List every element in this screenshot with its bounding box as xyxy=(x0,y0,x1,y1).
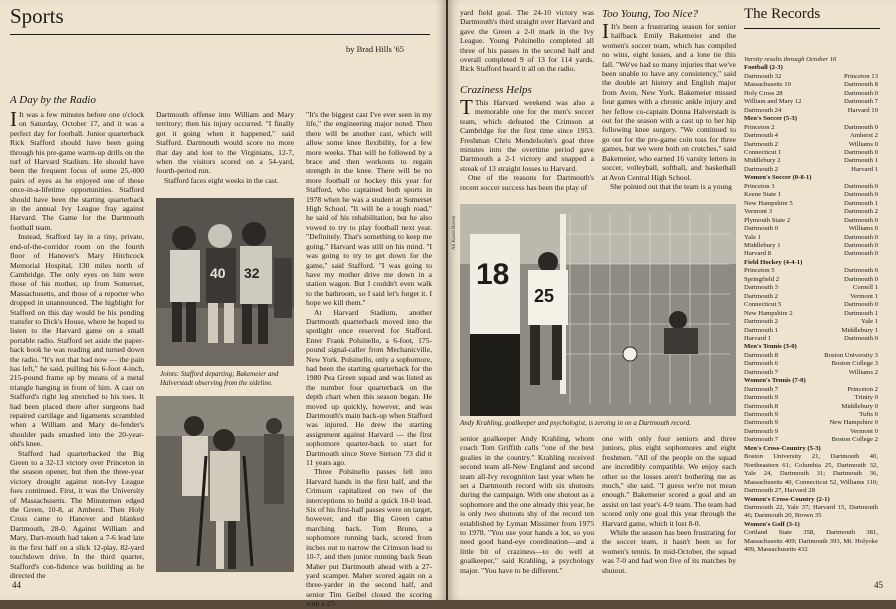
record-row xyxy=(744,419,878,427)
record-row xyxy=(744,234,878,242)
paragraph: While the season has been frustrating for the soccer team, it hasn't been so for women's tennis. In mid-October, the squad was 7-0 and had won five of its matches by shutout. xyxy=(602,528,736,575)
bottom-column-1 xyxy=(460,434,594,580)
jersey-number-left: 18 xyxy=(476,258,510,291)
record-row xyxy=(744,200,878,208)
record-row xyxy=(744,267,878,275)
photo-football-players xyxy=(156,198,294,366)
record-row xyxy=(744,428,878,436)
svg-text:32: 32 xyxy=(244,265,260,281)
record-team-a: Middlebury 1 xyxy=(744,241,781,249)
record-team-b: Dartmouth 0 xyxy=(844,182,878,190)
paragraph: Instead, Stafford lay in a tiny, private, end-of-the-corridor room on the fourth floor of Hanover's Mary Hitchcock Memorial Hospital, 130 miles north of Cambridge. The only eyes on him were those of his mother, up from Somerset, Massachusetts, and those of a reporter who dropped in unannounced. The highlight for Stafford on this day would be his pending transfer to Dick's House, where he hoped to listen to the Harvard game on a small portable radio. Stafford set aside the paper-back book he was reading and turned down the radio. "It's not that bad now — the pain has left," he said, pulling his 6-foot 4-inch, 215-pound frame up by means of a metal triangle hanging in front of him. A cast on Stafford's right leg stretched to his toes. It had been placed there after surgeons had repaired cartilage and ligaments scrambled when a William and Mary de-fender's shoulder pads smashed into the 20-year-old's knee. xyxy=(10,232,144,449)
record-team-b: Princeton 13 xyxy=(844,72,878,80)
record-team-a: Princeton 5 xyxy=(744,267,775,275)
soccer-photo-caption: Andy Krahling, goalkeeper and psychologist, is zeroing in on a Dartmouth record. xyxy=(460,419,691,427)
photo-caption: Joints: Stafford departing; Bakemeier and Halverstadt observing from the sideline. xyxy=(160,370,279,387)
paragraph: Stafford faces eight weeks in the cast. xyxy=(164,175,279,185)
section-title: Sports xyxy=(10,4,64,28)
craziness-title: Craziness Helps xyxy=(460,84,532,96)
record-team-b: Williams 2 xyxy=(848,368,878,376)
records-category: Field Hockey (4-4-1) xyxy=(744,258,803,266)
record-team-b: Dartmouth 0 xyxy=(844,123,878,131)
record-team-a: William and Mary 12 xyxy=(744,98,802,106)
header-rule xyxy=(10,34,430,35)
column-1-top xyxy=(460,8,594,74)
column-1 xyxy=(10,107,144,582)
record-row xyxy=(744,369,878,377)
paragraph: At Harvard Stadium, another Dartmouth quarterback moved into the spotlight once reserved for Stafford. Enter Frank Polsinello, a 6-foot, 175-pound signal-caller from Mechanicville, New York. Polsinello, only a sophomore, had been the starting quarterback for the 1980 Pea Green squad and was listed as the number four quarterback on the depth chart when this season began. He moved up quickly, however, and was Dartmouth's main back-up when Stafford was injured. He drew the starting assignment against Harvard — the first sophomore quarter-back to start for Dartmouth since Steve Stetson '73 did it 11 years ago. xyxy=(306,307,432,468)
record-row xyxy=(744,149,878,157)
record-row xyxy=(744,183,878,191)
drop-cap: T xyxy=(460,95,473,119)
record-row xyxy=(744,191,878,199)
record-row xyxy=(744,107,878,115)
record-row xyxy=(744,217,878,225)
record-row xyxy=(744,225,878,233)
record-row xyxy=(744,208,878,216)
record-team-a: Middlebury 2 xyxy=(744,157,781,165)
record-team-a: Dartmouth 1 xyxy=(744,326,778,334)
record-team-a: Harvard 1 xyxy=(744,334,771,342)
record-team-a: Harvard 8 xyxy=(744,250,771,258)
paragraph: She pointed out that the team is a young xyxy=(610,181,732,191)
record-row xyxy=(744,90,878,98)
bottom-column-2 xyxy=(602,434,736,580)
record-team-a: Dartmouth 9 xyxy=(744,427,778,435)
column-2-text xyxy=(156,110,294,190)
record-row xyxy=(744,335,878,343)
craziness-text xyxy=(460,95,594,200)
record-team-a: Dartmouth 32 xyxy=(744,72,782,80)
record-team-b: Dartmouth 0 xyxy=(844,241,878,249)
records-note: Varsity results through October 16 xyxy=(744,56,837,63)
record-team-a: Dartmouth 2 xyxy=(744,165,778,173)
record-team-b: Dartmouth 0 xyxy=(844,89,878,97)
record-row xyxy=(744,73,878,81)
records-category: Football (2-3) xyxy=(744,64,783,72)
records-category: Women's Soccer (0-8-1) xyxy=(744,174,812,182)
record-team-b: Dartmouth 0 xyxy=(844,275,878,283)
record-row xyxy=(744,250,878,258)
record-row xyxy=(744,276,878,284)
record-results-text: Boston University 21, Dartmouth 40, Northeastern 61; Columbia 25, Dartmouth 32, Yale 24, Dartmouth 31; Dartmouth 36, Massachusetts 40, Connecticut 52, Williams 110; Dartmouth 27, Harvard 28 xyxy=(744,453,878,495)
paragraph: Stafford had quarterbacked the Big Green to a 32-13 victory over Princeton in the season opener, but then the three-year victory drought against non-Ivy League foes continued. First, it was the University of Massachusetts. The Minutemen edged the Green, 10-8, at Amherst. Then Holy Cross came to Hanover and blanked Dartmouth, 28-0. Against William and Mary, Dart-mouth had taken a 7-6 lead late in the first half on a slick 12-play, 82-yard touchdown drive. In the third quarter, Stafford's con-fidence was building as he directed the xyxy=(10,448,144,580)
record-row xyxy=(744,132,878,140)
records-category: Men's Tennis (3-0) xyxy=(744,343,797,351)
paragraph: yard field goal. The 24-10 victory was Dartmouth's third straight over Harvard and gave the Green a 2-0 mark in the Ivy League. Young Polsinello completed all three of his passes in the second half and overall completed 9 of 13 for 114 yards. Rick Stafford heard it all on the radio. xyxy=(460,8,594,74)
record-team-b: Vermont 1 xyxy=(849,292,878,300)
record-team-b: Princeton 2 xyxy=(847,385,878,393)
photo-credit: Ali Karen Boven xyxy=(452,215,457,250)
record-team-a: Dartmouth 7 xyxy=(744,385,778,393)
right-page xyxy=(448,0,896,600)
record-team-b: Yale 1 xyxy=(861,318,878,326)
records-table xyxy=(744,56,878,555)
record-team-a: Dartmouth 9 xyxy=(744,411,778,419)
photo-soccer-goalkeeper xyxy=(460,204,736,416)
record-team-b: Middlebury 0 xyxy=(841,402,878,410)
drop-cap: I xyxy=(602,19,609,43)
sideline-photo-illustration xyxy=(156,396,294,572)
records-category: Women's Golf (3-1) xyxy=(744,520,800,528)
record-team-b: Vermont 0 xyxy=(849,427,878,435)
record-row xyxy=(744,166,878,174)
record-team-b: Dartmouth 0 xyxy=(844,233,878,241)
record-team-a: Dartmouth 7 xyxy=(744,436,778,444)
record-team-a: Princeton 3 xyxy=(744,182,775,190)
record-row xyxy=(744,386,878,394)
too-young-text xyxy=(602,19,736,200)
record-row xyxy=(744,141,878,149)
record-results-text: Dartmouth 22, Yale 37; Harvard 15, Dartmouth 46; Dartmouth 20, Brown 35 xyxy=(744,504,878,520)
record-team-a: Yale 1 xyxy=(744,233,761,241)
record-team-b: Dartmouth 8 xyxy=(844,81,878,89)
record-row xyxy=(744,318,878,326)
record-row xyxy=(744,352,878,360)
record-team-a: Dartmouth 24 xyxy=(744,106,782,114)
record-team-a: Vermont 3 xyxy=(744,208,773,216)
record-results-text: Cortland State 358, Dartmouth 381, Massachusetts 409; Dartmouth 393, Mt. Holyoke 409, Massachusetts 432 xyxy=(744,529,878,554)
paragraph: I It's been a frustrating season for senior halfback Emily Bakemeier and the women's soccer team, which has compiled no wins, eight losses, and a lone tie this fall. "We've had so many injuries that we've been unable to have any consistency," said the double art history and English major from Avon, New York. Bakemeier missed four games with a chronic ankle injury and her fellow co-captain Donna Halverstadt is out for the season with a cast up to her hip following knee surgery. "We continued to go out for the pre-game coin toss for three games, but we were both on crutches," said Bakemeier, who earned 16 varsity letters in soccer, volleyball, softball, and basketball at Avon Central High School. xyxy=(602,19,736,182)
records-category: Women's Cross-Country (2-1) xyxy=(744,495,830,503)
record-row xyxy=(744,98,878,106)
record-team-a: Dartmouth 2 xyxy=(744,318,778,326)
page-number: 45 xyxy=(874,580,883,590)
record-team-a: New Hampshire 2 xyxy=(744,309,793,317)
record-team-b: Cornell 1 xyxy=(852,284,878,292)
record-row xyxy=(744,327,878,335)
record-team-b: Dartmouth 0 xyxy=(844,334,878,342)
paragraph: "It's the biggest cast I've ever seen in my life," the engineering major noted. Then there will be another cast, which will allow some knee flexibility, for a few more weeks. That will be followed by a brace and then workouts to regain strength in the knee. There will be no more football or hockey this year for Stafford, who captained both sports in 1978 when he was a student at Somerset High School. "It will be a tough road," he said of his rehabilitation, but he also vowed to try to play football next year. "Definitely. That's something to keep me going." Harvard was still on his mind. "I was going to try to get down for the game," said Stafford. "I was going to have my mother drive me down in a station wagon. But I couldn't even walk to the bathroom, so I said let's forget it. I hope we kill them." xyxy=(306,110,432,308)
paragraph: I It was a few minutes before one o'clock on Saturday, October 17, and it was a perfect day for football. Junior quarterback Rick Stafford should have been going through his pre-game warm-up drills on the turf of Harvard Stadium. He should have been the frequent focus of some 25,-000 pairs of eyes as he enjoyed one of those once-in-a-lifetime opportunities. Stafford should have been the starting quarterback in the annual Ivy League fray against Harvard. The Game for the Dartmouth football team. xyxy=(10,107,144,232)
too-young-title: Too Young, Too Nice? xyxy=(602,8,698,20)
record-row xyxy=(744,293,878,301)
paragraph: Dartmouth offense into William and Mary territory; then his injury occurred. "I finally got it going when it happened," said Stafford. Dartmouth would score no more that day and lost to the Virginians, 12-7, when the visitors scored on a 54-yard, fourth-period run. xyxy=(156,110,294,176)
record-team-b: Harvard 1 xyxy=(851,165,878,173)
football-photo-illustration xyxy=(156,198,294,366)
record-team-b: Williams 0 xyxy=(848,225,878,233)
record-team-b: Dartmouth 0 xyxy=(844,148,878,156)
record-team-a: Dartmouth 0 xyxy=(744,225,778,233)
record-team-b: Amherst 2 xyxy=(849,132,878,140)
record-row xyxy=(744,242,878,250)
record-team-b: Middlebury 1 xyxy=(841,326,878,334)
record-row xyxy=(744,411,878,419)
record-row xyxy=(744,360,878,368)
record-team-b: Trinity 0 xyxy=(854,394,878,402)
record-team-b: Tufts 0 xyxy=(859,411,878,419)
record-team-a: Springfield 2 xyxy=(744,275,780,283)
record-team-a: Dartmouth 8 xyxy=(744,351,778,359)
paragraph: Three Polsinello passes fell into Harvard hands in the first half, and the Crimson capitalized on two of the interceptions to build a quick 10-0 lead. Six of his first-half passes were on target, however, and the Big Green came marching back. Tom Bruno, a sophomore running back, scored from inches out to narrow the Crimson lead to 10-7, and then junior running back Sean Maher put Dartmouth ahead with a 27-yard scamper. Maher scored again on a three-yarder in the second half, and senior Tim Geibel closed the scoring with a 27- xyxy=(306,467,432,609)
article-title: A Day by the Radio xyxy=(10,94,96,106)
record-row xyxy=(744,394,878,402)
record-team-b: Dartmouth 1 xyxy=(844,157,878,165)
record-team-a: Dartmouth 9 xyxy=(744,419,778,427)
record-team-b: Dartmouth 0 xyxy=(844,250,878,258)
jersey-number-right: 25 xyxy=(534,286,555,306)
record-team-a: Princeton 2 xyxy=(744,123,775,131)
records-category: Women's Tennis (7-0) xyxy=(744,377,806,385)
photo-sideline-crutches xyxy=(156,396,294,572)
record-team-a: Plymouth State 2 xyxy=(744,216,791,224)
left-page xyxy=(0,0,446,609)
record-team-a: Keene State 1 xyxy=(744,191,782,199)
column-3 xyxy=(306,110,432,609)
record-team-a: Dartmouth 2 xyxy=(744,140,778,148)
record-row xyxy=(744,124,878,132)
record-team-a: Dartmouth 8 xyxy=(744,402,778,410)
page-number: 44 xyxy=(12,580,21,590)
record-team-b: New Hampshire 0 xyxy=(829,419,878,427)
record-team-b: Dartmouth 2 xyxy=(844,208,878,216)
record-row xyxy=(744,284,878,292)
record-team-a: New Hampshire 5 xyxy=(744,199,793,207)
soccer-photo-illustration xyxy=(460,204,736,416)
record-team-a: Dartmouth 7 xyxy=(744,368,778,376)
record-row xyxy=(744,301,878,309)
record-team-a: Dartmouth 9 xyxy=(744,394,778,402)
record-team-b: Dartmouth 0 xyxy=(844,301,878,309)
svg-text:40: 40 xyxy=(210,265,226,281)
record-team-b: Harvard 10 xyxy=(847,106,878,114)
record-row xyxy=(744,436,878,444)
record-team-b: Dartmouth 7 xyxy=(844,98,878,106)
record-team-b: Dartmouth 1 xyxy=(844,199,878,207)
record-row xyxy=(744,157,878,165)
record-team-a: Holy Cross 28 xyxy=(744,89,783,97)
record-team-a: Connecticut 1 xyxy=(744,148,782,156)
records-rule xyxy=(744,28,880,29)
record-team-b: Dartmouth 0 xyxy=(844,216,878,224)
paragraph: one with only four seniors and three juniors, plus eight sophomores and eight freshmen. "All of the people on the squad are incredibly compatible. We enjoy each other so the losses aren't bothering me as much," she said. "I guess we're not mean enough." Bakemeier scored a goal and an assist on last year's 4-9 team. The team had scored only one goal this year through the Harvard game, which it lost 8-0. xyxy=(602,434,736,528)
record-team-a: Dartmouth 4 xyxy=(744,132,778,140)
record-team-b: Boston College 2 xyxy=(831,436,878,444)
record-team-b: Dartmouth 1 xyxy=(844,309,878,317)
record-row xyxy=(744,310,878,318)
record-row xyxy=(744,81,878,89)
records-title: The Records xyxy=(744,6,821,22)
records-category: Men's Soccer (5-3) xyxy=(744,115,797,123)
record-team-a: Connecticut 5 xyxy=(744,301,782,309)
record-team-b: Williams 0 xyxy=(848,140,878,148)
record-team-b: Boston University 3 xyxy=(824,351,878,359)
paragraph: senior goalkeeper Andy Krahling, whom coach Tom Griffith calls "one of the best goalies in the country." Krahling received second team all-New England and second team all-Ivy recognition last year when he set a Dartmouth record with six shutouts during the campaign. With one shutout as a sophomore and the one already this year, he is only two shutouts shy of the record ten established by Lyman Missimer from 1975 to 1978. "You use your hands a lot, so you need good hand-eye coordination—and a little bit of craziness—to do well at goalkeeper," said Krahling, a psychology major. "You have to be different." xyxy=(460,434,594,575)
records-category: Men's Cross-Country (5-3) xyxy=(744,444,821,452)
paragraph: T This Harvard weekend was also a memorable one for the men's soccer team, which defeated the Crimson at Cambridge for the first time since 1953. Freshman Chris Mendelsohn's goal three minutes into the overtime period gave Dartmouth a 2-1 victory and snapped a streak of 13 straight losses to Harvard. xyxy=(460,95,594,173)
record-team-a: Dartmouth 6 xyxy=(744,360,778,368)
record-team-a: Dartmouth 2 xyxy=(744,292,778,300)
record-team-b: Dartmouth 0 xyxy=(844,267,878,275)
record-team-a: Massachusetts 10 xyxy=(744,81,791,89)
record-row xyxy=(744,403,878,411)
record-team-b: Dartmouth 0 xyxy=(844,191,878,199)
record-team-b: Boston College 3 xyxy=(831,360,878,368)
record-team-a: Dartmouth 3 xyxy=(744,284,778,292)
byline: by Brad Hills '65 xyxy=(346,44,404,54)
drop-cap: I xyxy=(10,107,17,131)
paragraph: One of the reasons for Dartmouth's recent soccer success has been the play of xyxy=(460,173,594,192)
